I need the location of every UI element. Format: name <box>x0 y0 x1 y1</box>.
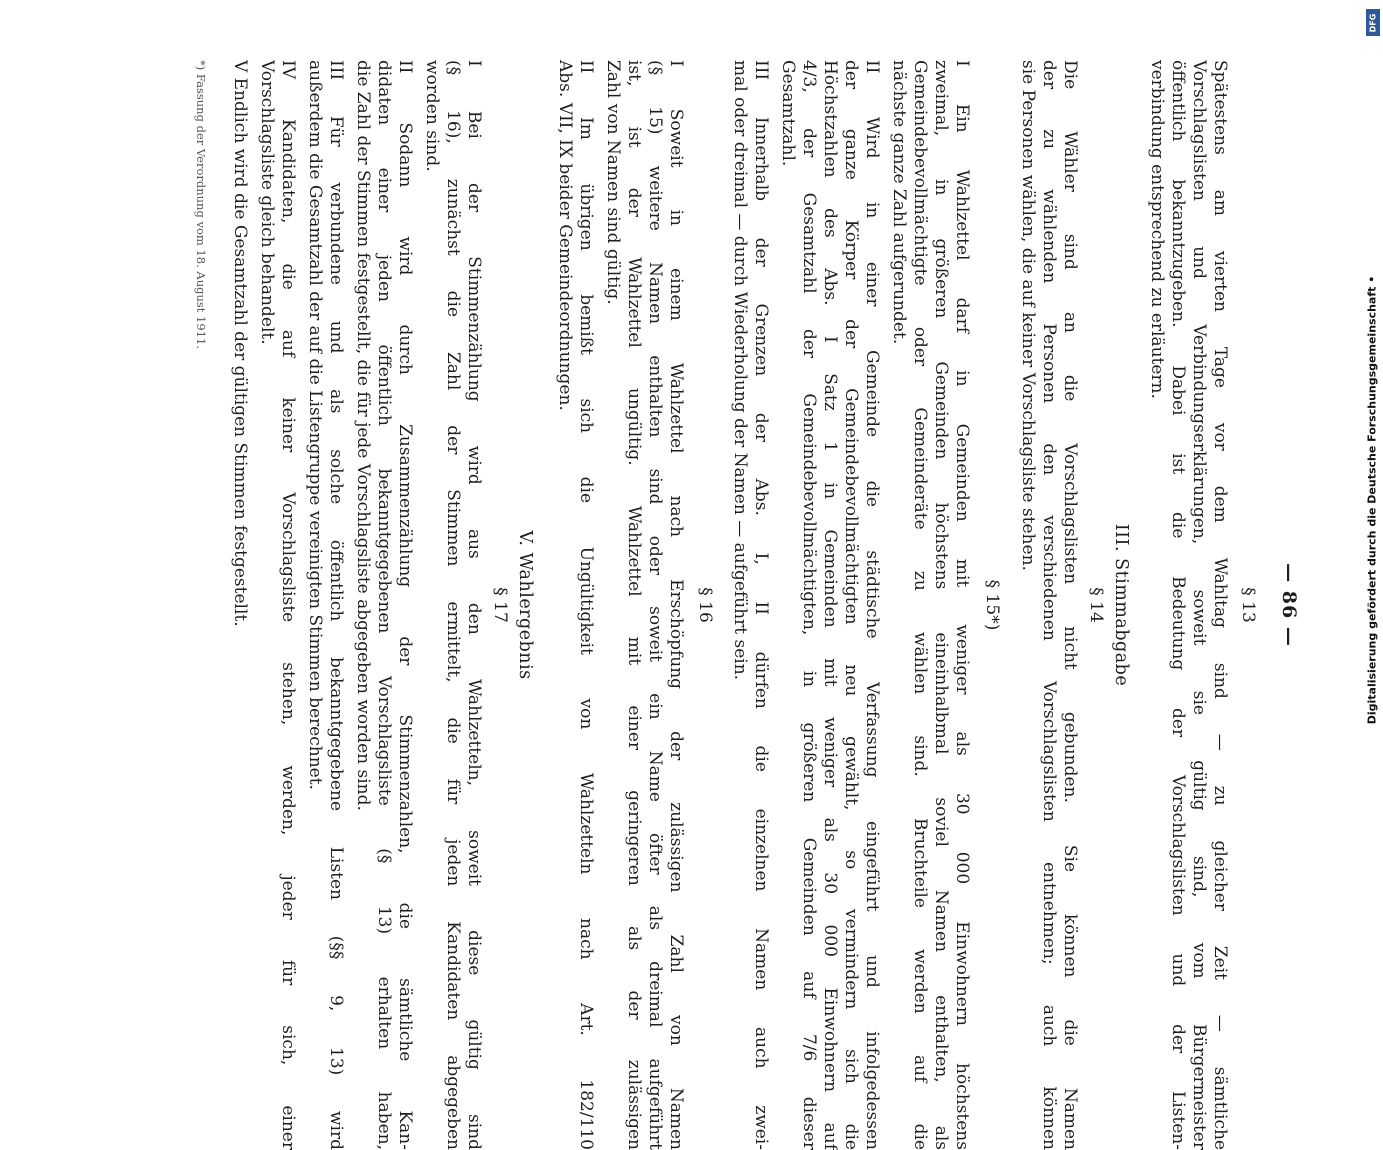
s17-line-6: die Zahl der Stimmen festgestellt, die für jede Vorschlagsliste abgegeben worden sind. <box>353 60 373 811</box>
s16-line-2: (§ 15) weitere Namen enthalten sind oder soweit ein Name öfter als dreimal aufgeführt <box>645 60 665 1150</box>
section-17-heading: § 17 <box>490 587 510 623</box>
dfg-logo <box>1366 9 1380 36</box>
s16-line-1: I Soweit in einem Wahlzettel nach Erschöpfung der zulässigen Zahl von Namen <box>666 60 686 1150</box>
s17-line-5: didaten einer jeden öffentlich bekanntgegebenen Vorschlagsliste (§ 13) erhalten haben, <box>374 60 394 1150</box>
section-13-heading: § 13 <box>1238 587 1258 623</box>
s13-line-4: verbindung entsprechend zu erläutern. <box>1147 60 1167 399</box>
section-5-heading: V. Wahlergebnis <box>515 530 535 680</box>
s17-line-1: I Bei der Stimmenzählung wird aus den Wahlzetteln, soweit diese gültig sind <box>464 60 484 1150</box>
s13-line-1: Spätestens am vierten Tage vor dem Wahltag sind — zu gleicher Zeit — sämtliche <box>1210 60 1230 1150</box>
s17-line-7: III Für verbundene und als solche öffentlich bekanntgegebene Listen (§§ 9, 13) wird <box>326 60 346 1150</box>
s14-line-3: sie Personen wählen, die auf keiner Vorschlagsliste stehen. <box>1018 60 1038 571</box>
digitization-note: Digitalisierung gefördert durch die Deutsche Forschungsgemeinschaft • <box>1365 275 1379 725</box>
s15-line-2: zweimal, in größeren Gemeinden höchstens eineinhalbmal soviel Namen enthalten, als <box>931 60 951 1150</box>
section-3-heading: III. Stimmabgabe <box>1111 523 1131 687</box>
s16-line-3: ist, ist der Wahlzettel ungültig. Wahlzettel mit einer geringeren als der zulässigen <box>624 60 644 1150</box>
s15-line-9: Gesamtzahl. <box>778 60 798 167</box>
section-16-heading: § 16 <box>695 587 715 623</box>
s16-line-4: Zahl von Namen sind gültig. <box>603 60 623 305</box>
s17-line-9: IV Kandidaten, die auf keiner Vorschlagsliste stehen, werden, jeder für sich, einer <box>278 60 298 1150</box>
s14-line-2: der zu wählenden Personen den verschiedenen Vorschlagslisten entnehmen; auch können <box>1039 60 1059 1150</box>
s17-line-8: außerdem die Gesamtzahl der auf die Listengruppe vereinigten Stimmen berechnet. <box>305 60 325 790</box>
s15-line-1: I Ein Wahlzettel darf in Gemeinden mit weniger als 30 000 Einwohnern höchstens <box>952 60 972 1150</box>
page-number: — 86 — <box>1278 563 1300 647</box>
s15-line-5: II Wird in einer Gemeinde die städtische Verfassung eingeführt und infolgedessen <box>862 60 882 1150</box>
s17-line-2: (§ 16), zunächst die Zahl der Stimmen ermittelt, die für jeden Kandidaten abgegeben <box>443 60 463 1150</box>
s15-line-6: der ganze Körper der Gemeindebevollmächtigten neu gewählt, so vermindern sich die <box>841 60 861 1150</box>
document-page <box>80 60 1300 1150</box>
s15-line-11: mal oder dreimal — durch Wiederholung der Namen — aufgeführt sein. <box>730 60 750 681</box>
s13-line-3: öffentlich bekanntzugeben. Dabei ist die Bedeutung der Vorschlagslisten und der Listen- <box>1168 60 1188 1150</box>
s15-line-7: Höchstzahlen des Abs. I Satz 1 in Gemeinden mit weniger als 30 000 Einwohnern auf <box>820 60 840 1150</box>
s14-line-1: Die Wähler sind an die Vorschlagslisten nicht gebunden. Sie können die Namen <box>1060 60 1080 1150</box>
s15-line-8: 4/3, der Gesamtzahl der Gemeindebevollmächtigten, in größeren Gemeinden auf 7/6 dieser <box>799 60 819 1150</box>
s17-line-10: Vorschlagsliste gleich behandelt. <box>257 60 277 345</box>
s16-line-6: Abs. VII, IX beider Gemeindeordnungen. <box>555 60 575 411</box>
s15-line-4: nächste ganze Zahl aufgerundet. <box>889 60 909 345</box>
footnote: *) Fassung der Verordnung vom 18. August 1911. <box>194 60 208 349</box>
s15-line-3: Gemeindebevollmächtigte oder Gemeinderäte zu wählen sind. Bruchteile werden auf die <box>910 60 930 1150</box>
section-15-heading: § 15*) <box>982 579 1002 631</box>
s17-line-11: V Endlich wird die Gesamtzahl der gültigen Stimmen festgestellt. <box>230 60 250 627</box>
section-14-heading: § 14 <box>1086 587 1106 623</box>
s16-line-5: II Im übrigen bemißt sich die Ungültigkeit von Wahlzetteln nach Art. 182/110 <box>576 60 596 1150</box>
s17-line-3: worden sind. <box>422 60 442 172</box>
s13-line-2: Vorschlagslisten und Verbindungserklärungen, soweit sie gültig sind, vom Bürgermeister <box>1189 60 1209 1150</box>
s17-line-4: II Sodann wird durch Zusammenzählung der Stimmenzahlen, die sämtliche Kan- <box>395 60 415 1150</box>
s15-line-10: III Innerhalb der Grenzen der Abs. I, II dürfen die einzelnen Namen auch zwei- <box>751 60 771 1150</box>
dfg-logo-text: DFG <box>1368 13 1378 32</box>
